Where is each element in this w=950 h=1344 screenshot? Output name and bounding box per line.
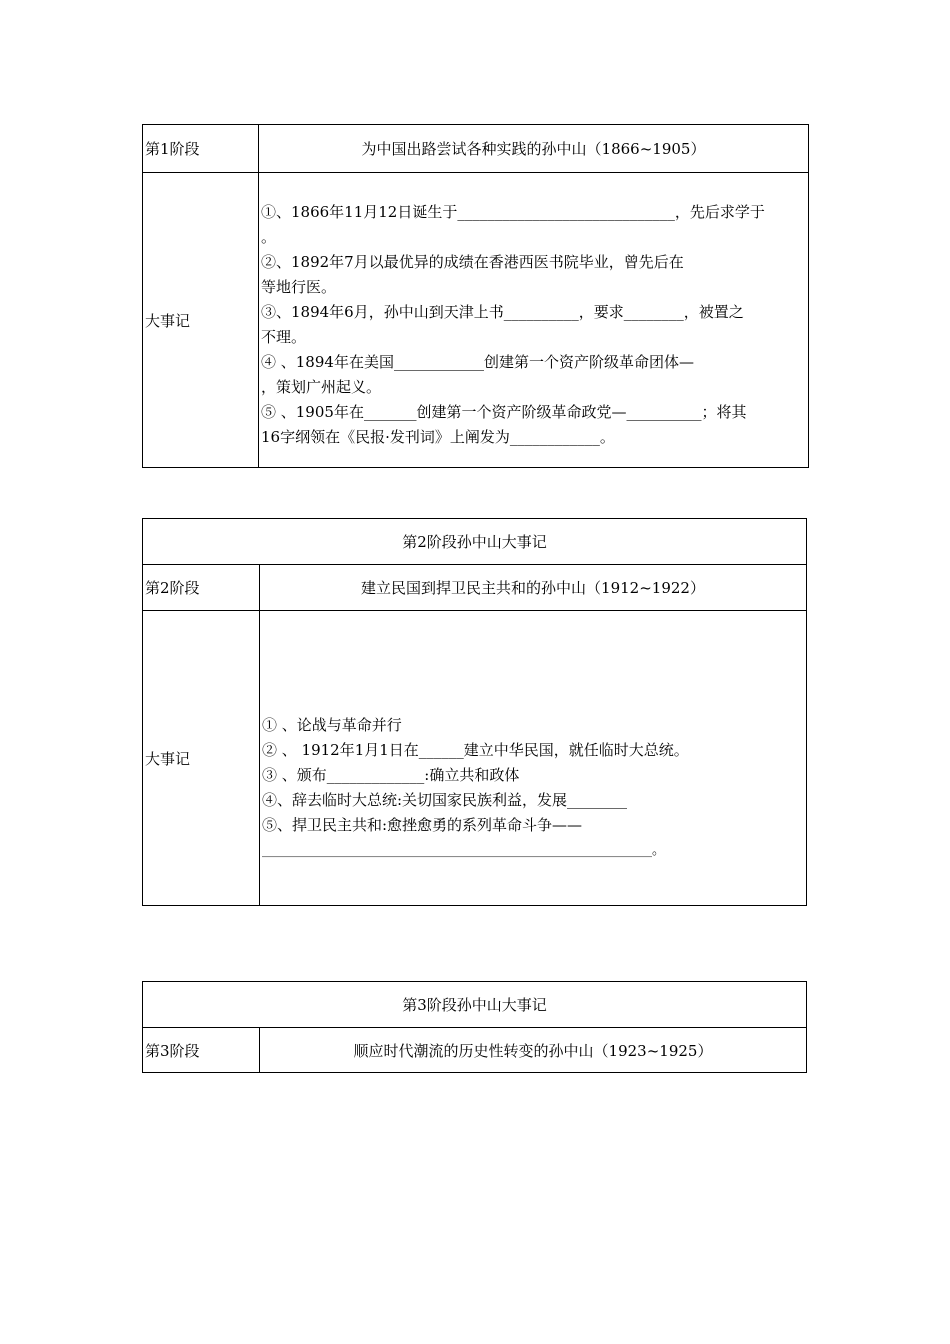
stage1-event-line: 16字纲领在《民报·发刊词》上阐发为____________。 — [261, 428, 615, 446]
stage2-event-line: ⑤、捍卫民主共和:愈挫愈勇的系列革命斗争—— — [262, 816, 583, 834]
stage1-event-line: 等地行医。 — [261, 278, 337, 296]
stage1-title: 为中国出路尝试各种实践的孙中山（1866~1905） — [259, 125, 809, 173]
stage1-events — [259, 173, 809, 468]
stage2-heading: 第2阶段孙中山大事记 — [143, 519, 807, 565]
stage1-event-line: ，策划广州起义。 — [261, 378, 382, 396]
stage2-event-line: ③ 、颁布_____________:确立共和政体 — [262, 766, 520, 784]
stage1-event-line: 。 — [261, 228, 277, 246]
stage3-title: 顺应时代潮流的历史性转变的孙中山（1923~1925） — [260, 1028, 807, 1073]
stage1-event-line: ②、1892年7月以最优异的成绩在香港西医书院毕业，曾先后在 — [261, 253, 684, 271]
stage3-label: 第3阶段 — [143, 1028, 260, 1073]
stage2-events — [260, 611, 807, 906]
stage2-title: 建立民国到捍卫民主共和的孙中山（1912~1922） — [260, 565, 807, 611]
stage2-table — [142, 518, 807, 906]
stage1-label: 第1阶段 — [143, 125, 259, 173]
stage3-heading: 第3阶段孙中山大事记 — [143, 982, 807, 1028]
stage2-event-line: ④、辞去临时大总统:关切国家民族利益，发展________ — [262, 791, 628, 809]
stage2-label: 第2阶段 — [143, 565, 260, 611]
stage3-table — [142, 981, 807, 1073]
stage1-table — [142, 124, 809, 468]
stage2-events-label: 大事记 — [143, 611, 260, 906]
stage1-event-line: ①、1866年11月12日诞生于_____________________________，先后求学于 — [261, 203, 765, 221]
stage2-event-line: ____________________________________________________________。 — [262, 843, 665, 858]
stage1-event-line: ⑤ 、1905年在_______创建第一个资产阶级革命政党—__________；将其 — [261, 403, 747, 421]
stage2-event-line: ② 、 1912年1月1日在______建立中华民国，就任临时大总统。 — [262, 741, 689, 759]
stage2-event-line: ① 、论战与革命并行 — [262, 716, 402, 734]
stage1-event-line: ③、1894年6月，孙中山到天津上书__________，要求________，被置之 — [261, 303, 744, 321]
stage1-event-line: ④ 、1894年在美国____________创建第一个资产阶级革命团体— — [261, 353, 694, 371]
stage1-events-label: 大事记 — [143, 173, 259, 468]
stage1-event-line: 不理。 — [261, 328, 307, 346]
